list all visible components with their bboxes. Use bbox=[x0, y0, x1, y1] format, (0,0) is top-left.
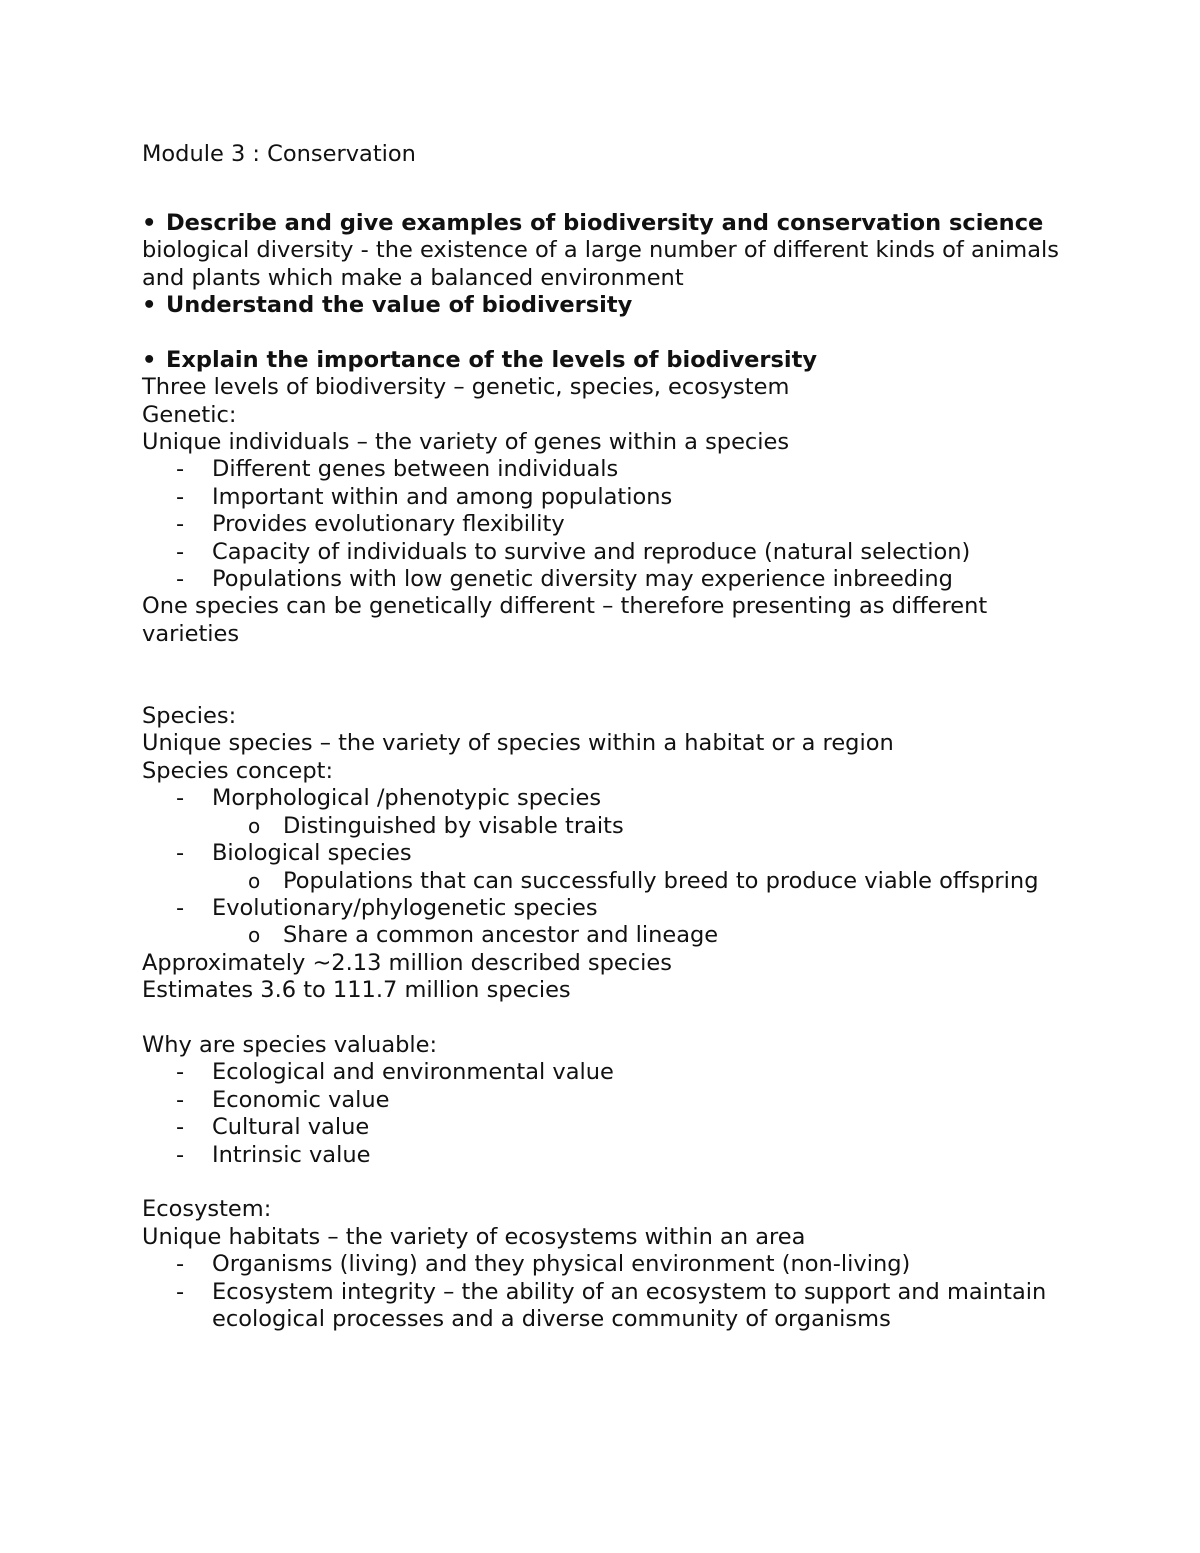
list-item: - Intrinsic value bbox=[176, 1141, 371, 1168]
species-value-heading: Why are species valuable: bbox=[142, 1031, 438, 1058]
page-title: Module 3 : Conservation bbox=[142, 141, 416, 167]
list-item: - Populations with low genetic diversity may experience inbreeding bbox=[176, 566, 953, 593]
list-item: - Capacity of individuals to survive and reproduce (natural selection) bbox=[176, 538, 971, 565]
species-concept-heading: Species concept: bbox=[142, 757, 334, 784]
sub-list-item: o Populations that can successfully breed to produce viable offspring bbox=[248, 867, 1039, 894]
list-item: - Organisms (living) and they physical environment (non-living) bbox=[176, 1251, 911, 1278]
list-item: - Provides evolutionary flexibility bbox=[176, 511, 565, 538]
genetic-heading: Genetic: bbox=[142, 401, 237, 428]
sub-list-item: o Share a common ancestor and lineage bbox=[248, 922, 719, 949]
list-item: - Biological species bbox=[176, 840, 412, 867]
biodiversity-definition: biological diversity - the existence of a large number of different kinds of animals and plants which make a balanced environment bbox=[142, 237, 1059, 291]
sub-list-item: o Distinguished by visable traits bbox=[248, 812, 624, 839]
described-species-count: Approximately ~2.13 million described species bbox=[142, 949, 672, 976]
list-item: - Evolutionary/phylogenetic species bbox=[176, 894, 598, 921]
objective-heading-2: • Understand the value of biodiversity bbox=[142, 292, 633, 319]
objective-heading-1: • Describe and give examples of biodiversity and conservation science bbox=[142, 209, 1044, 236]
species-estimates: Estimates 3.6 to 111.7 million species bbox=[142, 977, 571, 1004]
species-intro: Unique species – the variety of species within a habitat or a region bbox=[142, 730, 894, 757]
bullet-marker: • bbox=[142, 346, 157, 373]
list-item: - Different genes between individuals bbox=[176, 456, 619, 483]
ecosystem-intro: Unique habitats – the variety of ecosystems within an area bbox=[142, 1223, 806, 1250]
list-item: - Ecological and environmental value bbox=[176, 1059, 614, 1086]
genetic-note: One species can be genetically different – therefore presenting as different varieties bbox=[142, 593, 988, 647]
list-item: - Ecosystem integrity – the ability of an ecosystem to support and maintain ecological processes and a diverse community of organisms bbox=[176, 1278, 1047, 1332]
bullet-marker: • bbox=[142, 292, 157, 319]
list-item: - Important within and among populations bbox=[176, 483, 673, 510]
list-item: - Economic value bbox=[176, 1086, 390, 1113]
ecosystem-heading: Ecosystem: bbox=[142, 1196, 272, 1223]
list-item: - Cultural value bbox=[176, 1114, 370, 1141]
objective-heading-3: • Explain the importance of the levels of biodiversity bbox=[142, 346, 818, 373]
levels-intro: Three levels of biodiversity – genetic, species, ecosystem bbox=[142, 374, 790, 401]
document-body bbox=[142, 141, 1072, 1333]
bullet-marker: • bbox=[142, 209, 157, 236]
list-item: - Morphological /phenotypic species bbox=[176, 785, 602, 812]
genetic-intro: Unique individuals – the variety of genes within a species bbox=[142, 429, 790, 456]
species-heading: Species: bbox=[142, 703, 237, 730]
